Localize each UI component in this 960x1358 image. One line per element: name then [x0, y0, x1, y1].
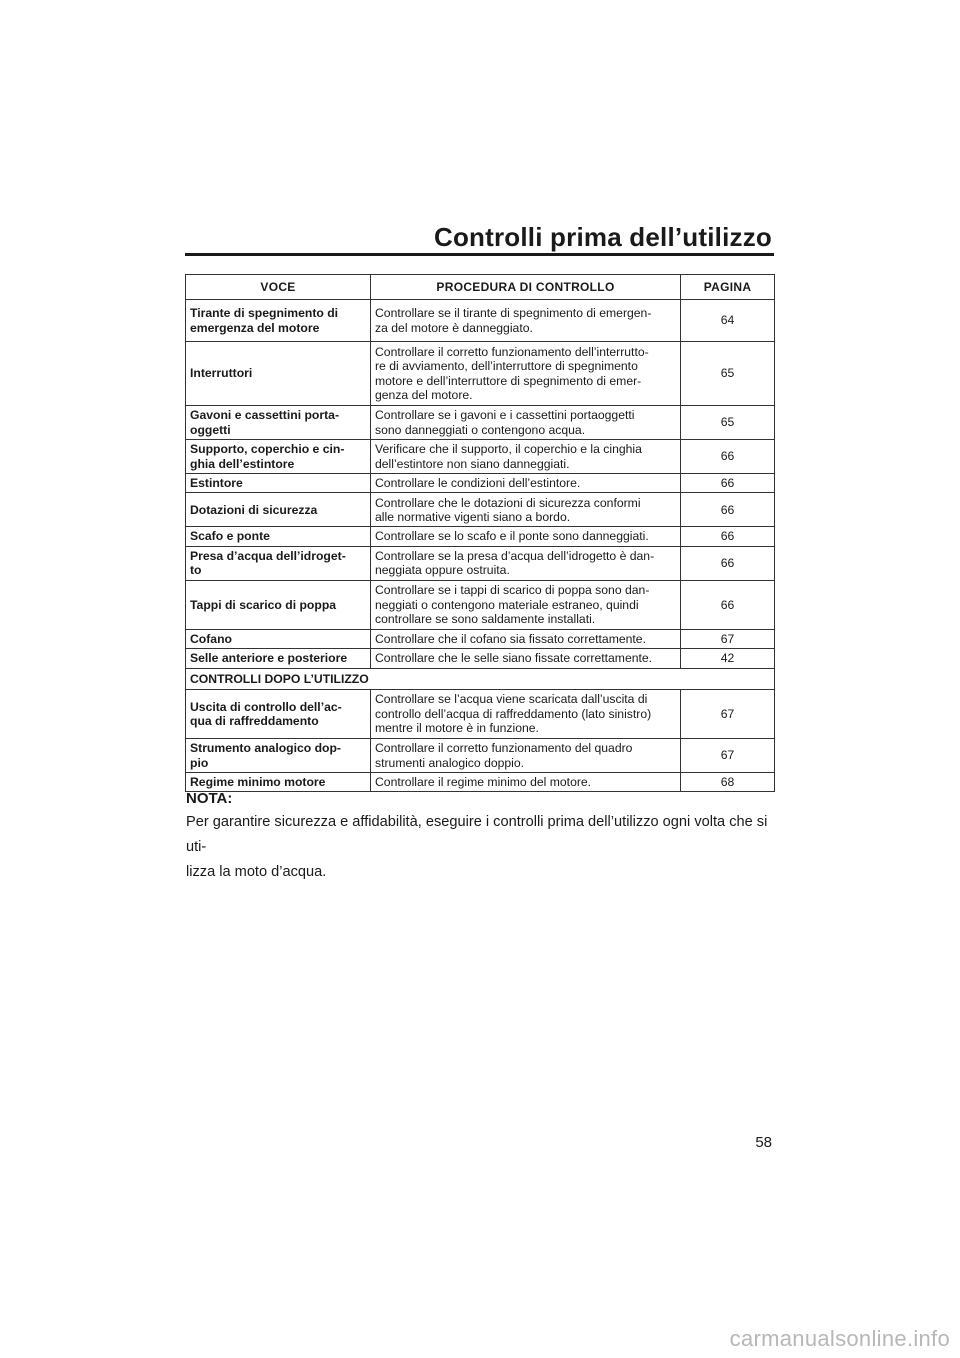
row-procedure: Controllare il corretto funzionamento del quadro strumenti analogico doppio.	[371, 739, 681, 773]
row-procedure: Controllare se la presa d’acqua dell’idrogetto è dan- neggiata oppure ostruita.	[371, 546, 681, 580]
row-item: Tappi di scarico di poppa	[186, 580, 371, 629]
table-row	[186, 629, 775, 648]
row-page: 42	[681, 649, 775, 668]
table-row	[186, 546, 775, 580]
note-title: NOTA:	[186, 790, 233, 807]
header-item: VOCE	[186, 275, 371, 300]
table-row	[186, 739, 775, 773]
row-page: 66	[681, 493, 775, 527]
checks-table	[185, 274, 775, 792]
row-page: 67	[681, 690, 775, 739]
row-procedure: Verificare che il supporto, il coperchio e la cinghia dell’estintore non siano danneggiati.	[371, 440, 681, 474]
row-item: Interruttori	[186, 342, 371, 406]
row-page: 66	[681, 580, 775, 629]
row-page: 68	[681, 773, 775, 792]
header-page: PAGINA	[681, 275, 775, 300]
row-item: Scafo e ponte	[186, 527, 371, 546]
row-item: Regime minimo motore	[186, 773, 371, 792]
row-page: 65	[681, 342, 775, 406]
table-row	[186, 300, 775, 342]
note-text: Per garantire sicurezza e affidabilità, eseguire i controlli prima dell’utilizzo ogni volta che si uti- lizza la moto d’acqua.	[186, 814, 768, 880]
row-procedure: Controllare se i tappi di scarico di poppa sono dan- neggiati o contengono materiale estraneo, quindi controllare se sono saldamente installati.	[371, 580, 681, 629]
row-procedure: Controllare il regime minimo del motore.	[371, 773, 681, 792]
row-item: Estintore	[186, 474, 371, 493]
row-item: Presa d’acqua dell’idroget- to	[186, 546, 371, 580]
table-row	[186, 342, 775, 406]
table-row	[186, 440, 775, 474]
row-procedure: Controllare che le dotazioni di sicurezza conformi alle normative vigenti siano a bordo.	[371, 493, 681, 527]
page-title: Controlli prima dell’utilizzo	[433, 222, 772, 252]
table-row	[186, 649, 775, 668]
header-procedure: PROCEDURA DI CONTROLLO	[371, 275, 681, 300]
row-item: Tirante di spegnimento di emergenza del motore	[186, 300, 371, 342]
row-procedure: Controllare se l’acqua viene scaricata dall’uscita di controllo dell’acqua di raffreddamento (lato sinistro) mentre il motore è in funzione.	[371, 690, 681, 739]
watermark: carmanualsonline.info	[729, 1326, 950, 1351]
row-procedure: Controllare il corretto funzionamento dell’interrutto- re di avviamento, dell’interruttore di spegnimento motore e dell’interruttore di spegnimento di emer- genza del motore.	[371, 342, 681, 406]
row-procedure: Controllare se i gavoni e i cassettini portaoggetti sono danneggiati o contengono acqua.	[371, 406, 681, 440]
table-row	[186, 773, 775, 792]
row-page: 64	[681, 300, 775, 342]
table-row	[186, 474, 775, 493]
row-page: 66	[681, 440, 775, 474]
table-row	[186, 493, 775, 527]
section-title: CONTROLLI DOPO L’UTILIZZO	[186, 668, 775, 689]
row-item: Dotazioni di sicurezza	[186, 493, 371, 527]
row-page: 65	[681, 406, 775, 440]
row-page: 66	[681, 474, 775, 493]
table-header-row	[186, 275, 775, 300]
row-page: 67	[681, 739, 775, 773]
table-row	[186, 527, 775, 546]
row-item: Strumento analogico dop- pio	[186, 739, 371, 773]
row-item: Supporto, coperchio e cin- ghia dell’estintore	[186, 440, 371, 474]
section-row	[186, 668, 775, 689]
row-page: 66	[681, 527, 775, 546]
row-item: Gavoni e cassettini porta- oggetti	[186, 406, 371, 440]
row-item: Cofano	[186, 629, 371, 648]
row-procedure: Controllare che le selle siano fissate correttamente.	[371, 649, 681, 668]
row-procedure: Controllare che il cofano sia fissato correttamente.	[371, 629, 681, 648]
row-page: 66	[681, 546, 775, 580]
page-number: 58	[755, 1134, 772, 1151]
row-page: 67	[681, 629, 775, 648]
row-item: Uscita di controllo dell’ac- qua di raffreddamento	[186, 690, 371, 739]
checks-table-container	[185, 274, 774, 792]
row-procedure: Controllare se il tirante di spegnimento di emergen- za del motore è danneggiato.	[371, 300, 681, 342]
table-row	[186, 690, 775, 739]
title-rule	[185, 253, 774, 256]
row-procedure: Controllare se lo scafo e il ponte sono danneggiati.	[371, 527, 681, 546]
row-item: Selle anteriore e posteriore	[186, 649, 371, 668]
table-row	[186, 580, 775, 629]
table-row	[186, 406, 775, 440]
row-procedure: Controllare le condizioni dell’estintore.	[371, 474, 681, 493]
